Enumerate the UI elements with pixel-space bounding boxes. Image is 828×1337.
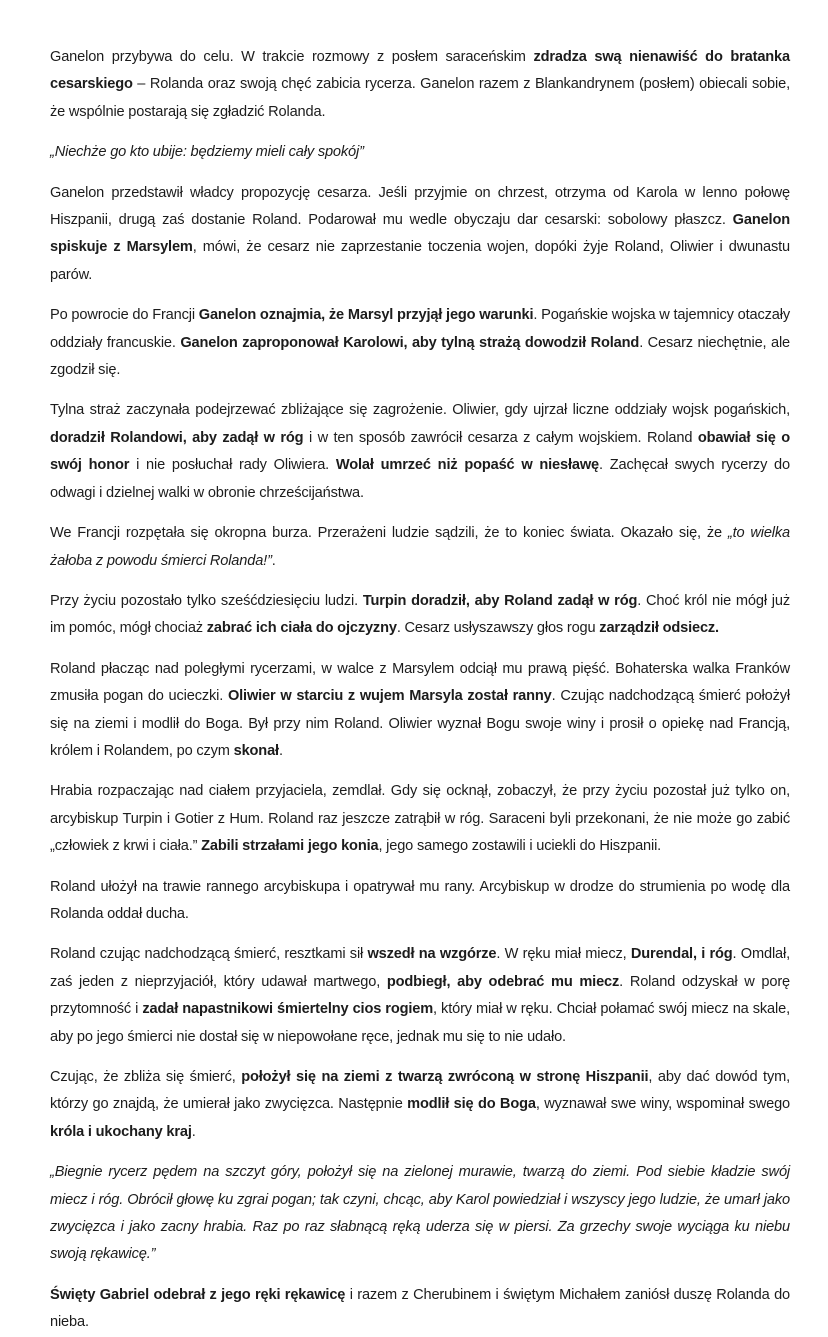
text-run: . Choć król nie mógł już im pomóc, mógł chociaż — [50, 592, 791, 637]
text-run: Ganelon przybywa do celu. W trakcie rozmowy z posłem saraceńskim — [50, 49, 534, 65]
bold-run: Turpin doradził, aby Roland zadął w róg — [362, 592, 638, 609]
text-run: Hrabia rozpaczając nad ciałem przyjaciela, zemdlał. Gdy się ocknął, zobaczył, że przy życiu pozostał już tylko on, arcybiskup Turpin i Gotier z Hum. Roland raz jeszcze zatrąbił w róg. Saraceni byli przekonani, że nie może go zabić „człowiek z krwi i ciała.” — [50, 783, 790, 855]
text-run: We Francji rozpętała się okropna burza. Przerażeni ludzie sądzili, że to koniec świata. Okazało się, że — [50, 525, 728, 542]
bold-run: modlił się do Boga — [407, 1096, 536, 1113]
bold-run: zabrać ich ciała do ojczyzny — [206, 620, 397, 637]
body-paragraph — [50, 302, 790, 384]
bold-run: skonał — [233, 742, 279, 759]
text-run: Przy życiu pozostało tylko sześćdziesięciu ludzi. — [50, 592, 363, 609]
text-run: Roland płacząc nad poległymi rycerzami, w walce z Marsylem odciął mu prawą pięść. Bohaterska walka Franków zmusiła pogan do ucieczki. — [50, 660, 790, 705]
text-run: . Cesarz usłyszawszy głos rogu — [396, 620, 600, 637]
body-paragraph — [50, 180, 790, 290]
text-run: . — [191, 1123, 196, 1140]
text-run: i nie posłuchał rady Oliwiera. — [129, 457, 336, 474]
bold-run: zadał napastnikowi śmiertelny cios rogiem — [142, 1001, 434, 1018]
quote-paragraph — [50, 1159, 790, 1269]
text-run: i razem z Cherubinem i świętym Michałem zaniósł duszę Rolanda do nieba. — [50, 1286, 790, 1331]
body-paragraph — [50, 874, 790, 929]
bold-run: położył się na ziemi z twarzą zwróconą w stronę Hiszpanii — [241, 1069, 649, 1085]
text-run: . Zachęcał swych rycerzy do odwagi i dzielnej walki w obronie chrześcijaństwa. — [50, 457, 790, 501]
bold-run: Wolał umrzeć niż popaść w niesławę — [335, 457, 600, 474]
bold-run: doradził Rolandowi, aby zadął w róg — [50, 429, 304, 446]
quote-paragraph — [50, 139, 790, 166]
text-run: Roland czując nadchodzącą śmierć, resztkami sił — [50, 946, 368, 963]
body-paragraph — [50, 656, 790, 766]
bold-run: obawiał się o swój honor — [50, 429, 791, 474]
text-run: . Pogańskie wojska w tajemnicy otaczały oddziały francuskie. — [50, 307, 790, 351]
text-run: . — [271, 552, 276, 569]
text-run: . Roland odzyskał w porę przytomność i — [50, 973, 790, 1018]
text-run: , mówi, że cesarz nie zaprzestanie toczenia wojen, dopóki żyje Roland, Oliwier i dwunastu parów. — [50, 239, 791, 283]
italic-run: „Niechże go kto ubije: będziemy mieli cały spokój” — [50, 144, 364, 161]
bold-run: zarządził odsiecz. — [599, 620, 719, 637]
text-run: , który miał w ręku. Chciał połamać swój miecz na skale, aby po jego śmierci nie dostał się w niepowołane ręce, jednak mu się to nie udało. — [50, 1001, 790, 1045]
bold-run: Ganelon zaproponował Karolowi, aby tylną strażą dowodził Roland — [180, 334, 640, 351]
text-run: , jego samego zostawili i uciekli do Hiszpanii. — [378, 838, 662, 855]
bold-run: Święty Gabriel odebrał z jego ręki rękawicę — [50, 1286, 346, 1303]
text-run: . Cesarz niechętnie, ale zgodził się. — [50, 334, 791, 379]
text-run: . Czując nadchodzącą śmierć położył się na ziemi i modlił do Boga. Był przy nim Roland. Oliwier wyznał Bogu swoje winy i prosił o opiekę nad Francją, królem i Rolandem, po czym — [50, 688, 790, 759]
italic-run: „to wielka żałoba z powodu śmierci Rolanda!” — [50, 525, 790, 569]
body-paragraph — [50, 588, 790, 643]
text-run: i w ten sposób zawrócił cesarza z całym wojskiem. Roland — [303, 429, 698, 446]
bold-run: zdradza swą nienawiść do bratanka cesarskiego — [50, 49, 790, 93]
text-run: Ganelon przedstawił władcy propozycję cesarza. Jeśli przyjmie on chrzest, otrzyma od Karola w lenno połowę Hiszpanii, drugą zaś dostanie Roland. Podarował mu wedle obyczaju dar cesarski: sobolowy płaszcz. — [50, 184, 790, 229]
body-paragraph — [50, 44, 790, 126]
bold-run: Zabili strzałami jego konia — [201, 838, 379, 855]
body-paragraph — [50, 397, 790, 507]
bold-run: Oliwier w starciu z wujem Marsyla został ranny — [227, 688, 552, 705]
bold-run: podbiegł, aby odebrać mu miecz — [386, 973, 620, 990]
text-run: . Omdlał, zaś jeden z nieprzyjaciół, który udawał martwego, — [50, 946, 790, 990]
text-run: Roland ułożył na trawie rannego arcybiskupa i opatrywał mu rany. Arcybiskup w drodze do strumienia po wodę dla Rolanda oddał ducha. — [50, 878, 790, 922]
bold-run: wszedł na wzgórze — [367, 946, 497, 963]
text-run: . W ręku miał miecz, — [496, 946, 631, 963]
bold-run: króla i ukochany kraj — [50, 1123, 192, 1140]
text-run: Po powrocie do Francji — [50, 307, 199, 324]
bold-run: Ganelon spiskuje z Marsylem — [50, 212, 790, 256]
document-text-body — [50, 44, 790, 1337]
text-run: – Rolanda oraz swoją chęć zabicia rycerza. Ganelon razem z Blankandrynem (posłem) obiecali sobie, że wspólnie postarają się zgładzić Rolanda. — [50, 76, 790, 120]
body-paragraph — [50, 1064, 790, 1146]
bold-run: Durendal, i róg — [630, 946, 733, 963]
text-run: . — [278, 742, 283, 759]
text-run: Czując, że zbliża się śmierć, — [50, 1069, 242, 1085]
body-paragraph — [50, 520, 790, 575]
bold-run: Ganelon oznajmia, że Marsyl przyjął jego warunki — [198, 307, 534, 324]
text-run: Tylna straż zaczynała podejrzewać zbliżające się zagrożenie. Oliwier, gdy ujrzał liczne oddziały wojsk pogańskich, — [50, 402, 790, 419]
body-paragraph — [50, 1282, 790, 1337]
body-paragraph — [50, 778, 790, 860]
text-run: , aby dać dowód tym, którzy go znajdą, że umierał jako zwycięzca. Następnie — [50, 1069, 790, 1113]
italic-run: „Biegnie rycerz pędem na szczyt góry, położył się na zielonej murawie, twarzą do ziemi. Pod siebie kładzie swój miecz i róg. Obrócił głowę ku zgrai pogan; tak czyni, chcąc, aby Karol powiedział i wszyscy jego ludzie, że umarł jako zwycięzca i jako zacny hrabia. Raz po raz słabnącą ręką uderza się w piersi. Za grzechy swoje wyciąga ku niebu swoją rękawicę.” — [50, 1164, 790, 1263]
text-run: , wyznawał swe winy, wspominał swego — [535, 1096, 791, 1113]
body-paragraph — [50, 941, 790, 1051]
